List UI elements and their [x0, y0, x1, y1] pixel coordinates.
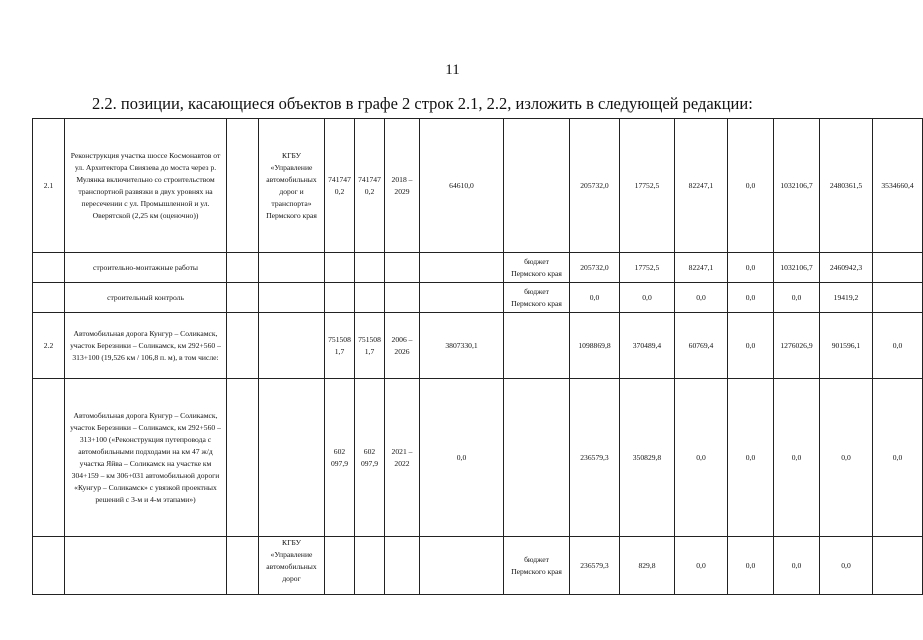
- table-row: строительно-монтажные работы бюджет Пермского края 205732,0 17752,5 82247,1 0,0 1032106,7 2460942,3: [33, 253, 923, 283]
- funding-source: бюджет Пермского края: [504, 537, 570, 595]
- section-heading: 2.2. позиции, касающиеся объектов в графе 2 строк 2.1, 2.2, изложить в следующей редакции:: [92, 94, 753, 113]
- funding-source: бюджет Пермского края: [504, 253, 570, 283]
- object-name: Реконструкция участка шоссе Космонавтов от ул. Архитектора Свиязева до моста через р. Мулянка включительно со строительством транспортной развязки в двух уровнях на пересечении с ул. Промышленной и ул. Оверятской (2,25 км (оценочно)): [65, 119, 227, 253]
- object-name: Автомобильная дорога Кунгур – Соликамск, участок Березники – Соликамск, км 292+560 – 313+100 (19,526 км / 106,8 п. м), в том числе:: [65, 313, 227, 379]
- row-number: 2.1: [33, 119, 65, 253]
- object-name: [65, 537, 227, 595]
- customer: КГБУ «Управление автомобильных дорог: [259, 537, 325, 595]
- table-row: 2.1 Реконструкция участка шоссе Космонавтов от ул. Архитектора Свиязева до моста через р. Мулянка включительно со строительством транспортной развязки в двух уровнях на пересечении с ул. Промышленной и ул. Оверятской (2,25 км (оценочно)) КГБУ «Управление автомобильных дорог и транспорта» Пермского края 741747 0,2 741747 0,2 2018 – 2029 64610,0 205732,0 17752,5 82247,1 0,0 1032106,7 2480361,5 3534660,4: [33, 119, 923, 253]
- customer: КГБУ «Управление автомобильных дорог и транспорта» Пермского края: [259, 119, 325, 253]
- object-name: строительный контроль: [65, 283, 227, 313]
- page-number: 11: [445, 62, 460, 78]
- object-name: строительно-монтажные работы: [65, 253, 227, 283]
- table-row: КГБУ «Управление автомобильных дорог бюджет Пермского края 236579,3 829,8 0,0 0,0 0,0 0,0: [33, 537, 923, 595]
- table-row: 2.2 Автомобильная дорога Кунгур – Соликамск, участок Березники – Соликамск, км 292+560 – 313+100 (19,526 км / 106,8 п. м), в том числе: 751508 1,7 751508 1,7 2006 – 2026 3807330,1 1098869,8 370489,4 60769,4 0,0 1276026,9 901596,1 0,0: [33, 313, 923, 379]
- objects-table: [32, 118, 923, 595]
- funding-source: бюджет Пермского края: [504, 283, 570, 313]
- row-number: 2.2: [33, 313, 65, 379]
- table-row: строительный контроль бюджет Пермского края 0,0 0,0 0,0 0,0 0,0 19419,2: [33, 283, 923, 313]
- table-row: Автомобильная дорога Кунгур – Соликамск, участок Березники – Соликамск, км 292+560 – 313+100 («Реконструкция путепровода с автомобильными подходами на км 47 ж/д участка Яйва – Соликамск на участке км 304+159 – км 306+031 автомобильной дороги «Кунгур – Соликамск» с увязкой проектных решений с 3-м и 4-м этапами») 602 097,9 602 097,9 2021 – 2022 0,0 236579,3 350829,8 0,0 0,0 0,0 0,0 0,0: [33, 379, 923, 537]
- object-name: Автомобильная дорога Кунгур – Соликамск, участок Березники – Соликамск, км 292+560 – 313+100 («Реконструкция путепровода с автомобильными подходами на км 47 ж/д участка Яйва – Соликамск на участке км 304+159 – км 306+031 автомобильной дороги «Кунгур – Соликамск» с увязкой проектных решений с 3-м и 4-м этапами»): [65, 379, 227, 537]
